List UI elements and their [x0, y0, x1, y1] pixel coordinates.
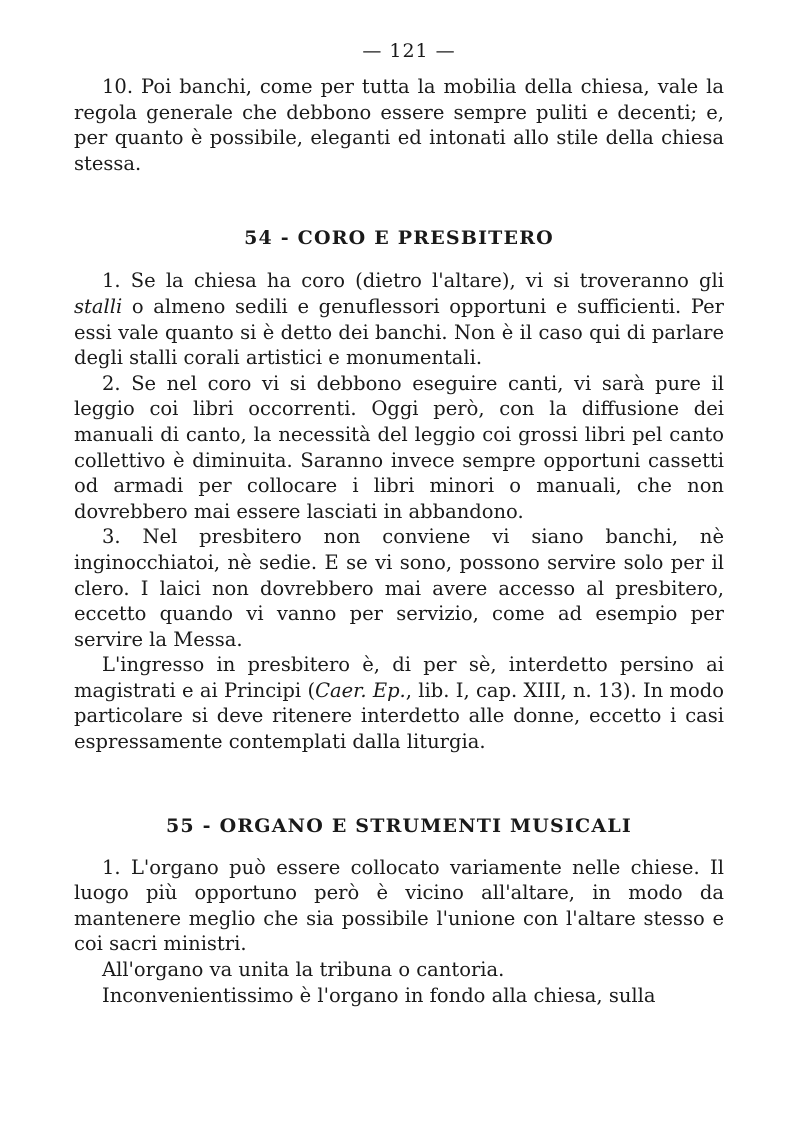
section-heading-coro-presbitero: 54 - CORO E PRESBITERO	[244, 227, 554, 250]
paragraph-organo-1: 1. L'organo può essere collocato variamente nelle chiese. Il luogo più opportuno però è vicino all'altare, in modo da mantenere meglio che sia possibile l'unione con l'altare stesso e coi sacri ministri.	[74, 855, 724, 956]
book-page	[74, 40, 724, 1008]
paragraph-coro-4	[74, 652, 724, 754]
paragraph-coro-3: 3. Nel presbitero non conviene vi siano banchi, nè inginocchiatoi, nè sedie. E se vi sono, possono servire solo per il clero. I laici non dovrebbero mai avere accesso al presbitero, eccetto quando vi vanno per servizio, come ad esempio per servire la Messa.	[74, 525, 724, 651]
text-segment: 1. Se la chiesa ha coro (dietro l'altare), vi si troveranno gli	[102, 269, 724, 293]
italic-term: stalli	[74, 294, 123, 318]
paragraph-organo-3: Inconvenientissimo è l'organo in fondo alla chiesa, sulla	[102, 983, 656, 1007]
text-segment: , lib. I, cap. XIII, n. 13). In modo particolare si deve ritenere interdetto alle donne, eccetto i casi espressamente contemplati dalla liturgia.	[74, 678, 725, 754]
paragraph-organo-2: All'organo va unita la tribuna o cantoria.	[102, 958, 505, 982]
section-heading-organo: 55 - ORGANO E STRUMENTI MUSICALI	[166, 814, 632, 837]
paragraph-coro-2: 2. Se nel coro vi si debbono eseguire canti, vi sarà pure il leggio coi libri occorrenti. Oggi però, con la diffusione dei manuali di canto, la necessità del leggio coi grossi libri pel canto collettivo è diminuita. Saranno invece sempre opportuni cassetti od armadi per collocare i libri minori o manuali, che non dovrebbero mai essere lasciati in abbandono.	[74, 371, 724, 523]
italic-citation: Caer. Ep.	[315, 678, 406, 702]
text-segment: o almeno sedili e genuflessori opportuni e sufficienti. Per essi vale quanto si è detto dei banchi. Non è il caso qui di parlare degli stalli corali artistici e monumentali.	[74, 294, 724, 370]
page-number: — 121 —	[362, 40, 456, 62]
paragraph-coro-1	[74, 268, 724, 370]
text-segment: L'ingresso in presbitero è, di per sè, interdetto persino ai magistrati e ai Principi (	[74, 653, 724, 702]
paragraph-intro: 10. Poi banchi, come per tutta la mobilia della chiesa, vale la regola generale che debbono essere sempre puliti e decenti; e, per quanto è possibile, eleganti ed intonati allo stile della chiesa stessa.	[74, 75, 724, 175]
